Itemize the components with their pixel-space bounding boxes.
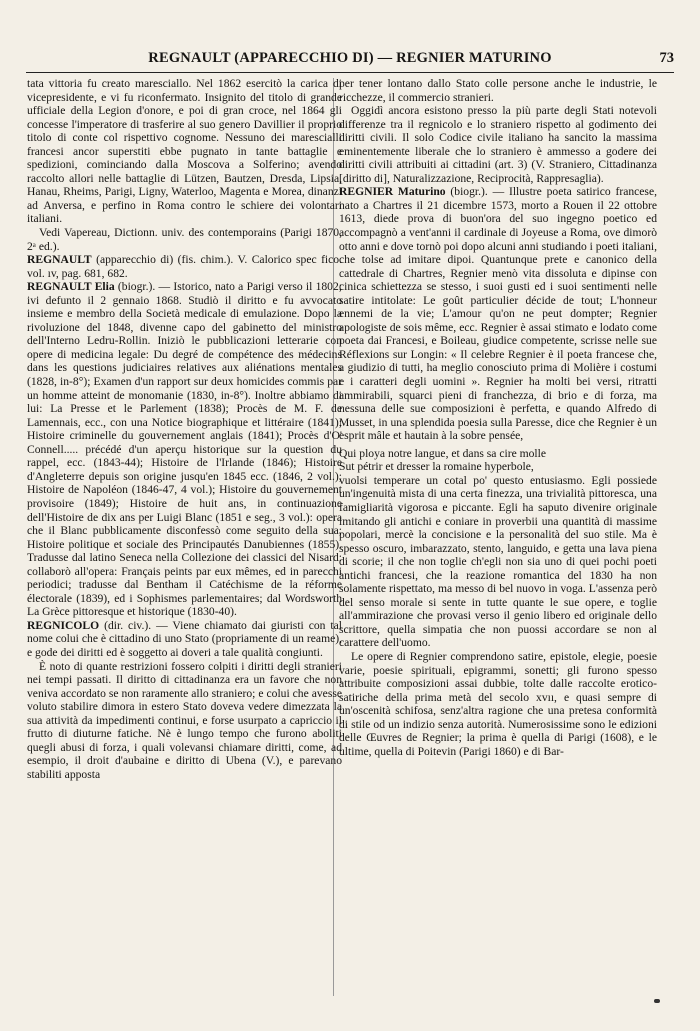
paragraph: È noto di quante restrizioni fossero colpiti i diritti degli stranieri nei tempi passati. Il diritto di cittadinanza era un favore che non veniva accordato se non raramente allo straniero; e colui che avesse voluto stabilire dimora in estero Stato doveva vedere dimezzata la sua attività da impedimenti continui, e forse usurpato a capriccio il frutto di diuturne fatiche. Nè è lungo tempo che furono aboliti quegli abusi di forza, i quali volevansi chiamare diritti, come, ad esempio, il droit d'aubaine e diritto di Ubena (V.), e parevano stabiliti apposta (27, 659, 342, 781)
entry-body: (apparecchio di) (fis. chim.). V. Calorico spec fico. vol. ıv, pag. 681, 682. (27, 253, 342, 280)
entry-body: (biogr.). — Istorico, nato a Parigi verso il 1802; ivi defunto il 2 gennaio 1868. Studiò il diritto e fu avvocato insieme e membro della Società medicale di emulazione. Dopo la rivoluzione del 1848, divenne capo del gabinetto del ministro dell'Interno Ledru-Rollin. Iniziò le pubblicazioni letterarie con opere di medicina legale: Du degré de compétence des médecins dans les questions judiciaires relatives aux aliénations mentales (1828, in-8°); Examen d'un rapport sur deux homicides commis par un homme atteint de monomanie (1830, in-8°). Inoltre abbiamo di lui: La Presse et le Parlement (1838); Procès de M. F. de Lamennais, ecc., con una Notice biographique et littéraire (1841); Histoire criminelle du gouvernement anglais (1841); Procès d'O' Connell..... précédé d'un aperçu historique sur la question du rappel, ecc. (1843-44); Histoire de l'Irlande (1846); Histoire d'Angleterre depuis son origine jusqu'en 1845 ecc. (1846, 2 vol.); Histoire de Napoléon (1846-47, 4 vol.); Histoire du gouvernement provisoire (1849); Histoire de huit ans, in continuazione dell'Histoire de dix ans per Luigi Blanc (1851 e seg., 3 vol.): opera che il Blanc pubblicamente disconfessò come seguito della sua; Histoire politique et sociale des Principautés Danubiennes (1855). Tradusse dal latino Seneca nella Collezione dei classici del Nisard: collaborò all'opera: Français peints par eux mêmes, ed in parecchi periodici; tradusse dal Bentham il Catéchisme de la réforme électorale (1839), ed i Sophismes parlementaires; dal Wordsworth La Grèce pittoresque et historique (1830-40). (27, 280, 342, 619)
dictionary-entry (27, 253, 342, 280)
verse-line: Sut pétrir et dresser la romaine hyperbole, (339, 460, 534, 474)
entry-headword: REGNAULT (27, 253, 92, 267)
paragraph: Oggidì ancora esistono presso la più parte degli Stati notevoli differenze tra il regnicolo e lo straniero rispetto al godimento dei diritti civili. Il solo Codice civile italiano ha sancito la massima eminentemente liberale che lo straniero è ammesso a godere dei diritti civili attribuiti ai cittadini (art. 3) (V. Straniero, Cittadinanza [diritto di], Naturalizzazione, Reciprocità, Rappresaglia). (339, 104, 657, 185)
running-head: REGNAULT (APPARECCHIO DI) — REGNIER MATURINO (148, 50, 552, 66)
page-header (26, 48, 674, 73)
entry-headword: REGNAULT Elia (27, 280, 115, 294)
page-number: 73 (659, 50, 674, 66)
entry-body: (dir. civ.). — Viene chiamato dai giuristi con tal nome colui che è cittadino di uno Stato (propriamente di un reame), e gode dei diritti ed è soggetto ai doveri a tale qualità congiunti. (27, 618, 342, 659)
entry-headword: REGNIER Maturino (339, 185, 446, 199)
paragraph: per tener lontano dallo Stato colle persone anche le industrie, le ricchezze, il commercio stranieri. (339, 77, 657, 104)
paragraph: vuolsi temperare un cotal po' questo entusiasmo. Egli possiede un'ingenuità mista di una certa finezza, una trivialità pittoresca, una famigliarità vigorosa e piccante. Egli ha saputo divenire originale imitando gli antichi e coniare in proverbii una quantità di massime popolari, mercè la concisione e la personalità del suo stile. Ma è spesso oscuro, imbarazzato, stento, languido, e getta una lava piena di scorie; il che non toglie ch'egli non sia uno di quei pochi poeti antichi francesi, che la reazione romantica del 1830 ha non solamente rispettato, ma messo di bel nuovo in voga. L'assenza però del senso morale si sente in tutte quante le sue opere, e toglie all'ammirazione che provasi verso il genio libero ed originale dello scrittore, quella simpatia che non puossi accordare se non al carattere dell'uomo. (339, 473, 657, 650)
paragraph: Vedi Vapereau, Dictionn. univ. des contemporains (Parigi 1870, 2ᵃ ed.). (27, 226, 342, 253)
verse-line: Qui ploya notre langue, et dans sa cire molle (339, 446, 547, 460)
paragraph: tata vittoria fu creato maresciallo. Nel 1862 esercitò la carica di vicepresidente, e vi fu riconfermato. Insignito del titolo di grande ufficiale della Legion d'onore, e poi di gran croce, nel 1864 gli concesse l'imperatore di trasferire al suo genero Davillier il proprio titolo di conte col rispettivo cognome. Nessuno dei marescialli francesi ancor superstiti ebbe pugnato in tante battaglie e spedizioni, cominciando dalla Moscova a Solferino; avendo raccolto allori nelle battaglie di Lützen, Bautzen, Dresda, Lipsia, Hanau, Rheims, Parigi, Ligny, Waterloo, Magenta e Morea, dinanzi ad Anversa, e perfino in Roma contro le schiere dei volontari italiani. (27, 77, 342, 226)
paragraph: Le opere di Regnier comprendono satire, epistole, elegie, poesie varie, poesie spirituali, epigrammi, sonetti; gli furono spesso attribuite composizioni assai dubbie, tolte dalle raccolte erotico-satiriche della prima metà del secolo xvıı, e quasi sempre di un'oscenità schifosa, senz'altra ragione che una pretesa conformità di stile od un indizio senza autorità. Numerosissime sono le edizioni delle Œuvres de Regnier; la prima è quella di Parigi (1608), e le ultime, quella di Poitevin (Parigi 1860) e di Bar- (339, 649, 657, 758)
dictionary-entry (27, 280, 342, 619)
dictionary-entry (27, 619, 342, 660)
dictionary-entry (339, 185, 657, 442)
entry-body: (biogr.). — Illustre poeta satirico francese, nato a Chartres il 21 dicembre 1573, morto a Rouen il 22 ottobre 1613, diede prova di buon'ora del suo ingegno poetico ed accompagnò a vent'anni il cardinale di Joyeuse a Roma, ove dimorò otto anni e dove tornò poi dopo alcuni anni studiando i poeti italiani, che tolse ad imitare dipoi. Quantunque prete e canonico della cattedrale di Chartres, Regnier menò vita dissoluta e dipinse con cinica schiettezza se stesso, i suoi gusti ed i suoi sentimenti nelle satire intitolate: Le goût particulier décide de tout; L'honneur ennemi de la vie; L'amour qu'on ne peut dompter; Regnier apologiste de sois même, ecc. Regnier è assai stimato e lodato come poeta dai Francesi, e Boileau, giudice competente, scrisse nelle sue Réflexions sur Longin: « Il celebre Regnier è il poeta francese che, a giudizio di tutti, ha meglio conosciuto prima di Molière i costumi e i caratteri degli uomini ». Regnier ha molti bei versi, ritratti ammirabili, squarci pieni di franchezza, di brio e di forza, ma nessuna delle sue composizioni è perfetta, e quando Alfredo di Musset, in una splendida poesia sulla Paresse, dice che Regnier è un esprit mâle et hautain à la sobre pensée, (339, 185, 657, 443)
print-mark (654, 999, 660, 1003)
right-column (339, 77, 657, 758)
left-column (27, 77, 342, 781)
entry-headword: REGNICOLO (27, 618, 100, 632)
